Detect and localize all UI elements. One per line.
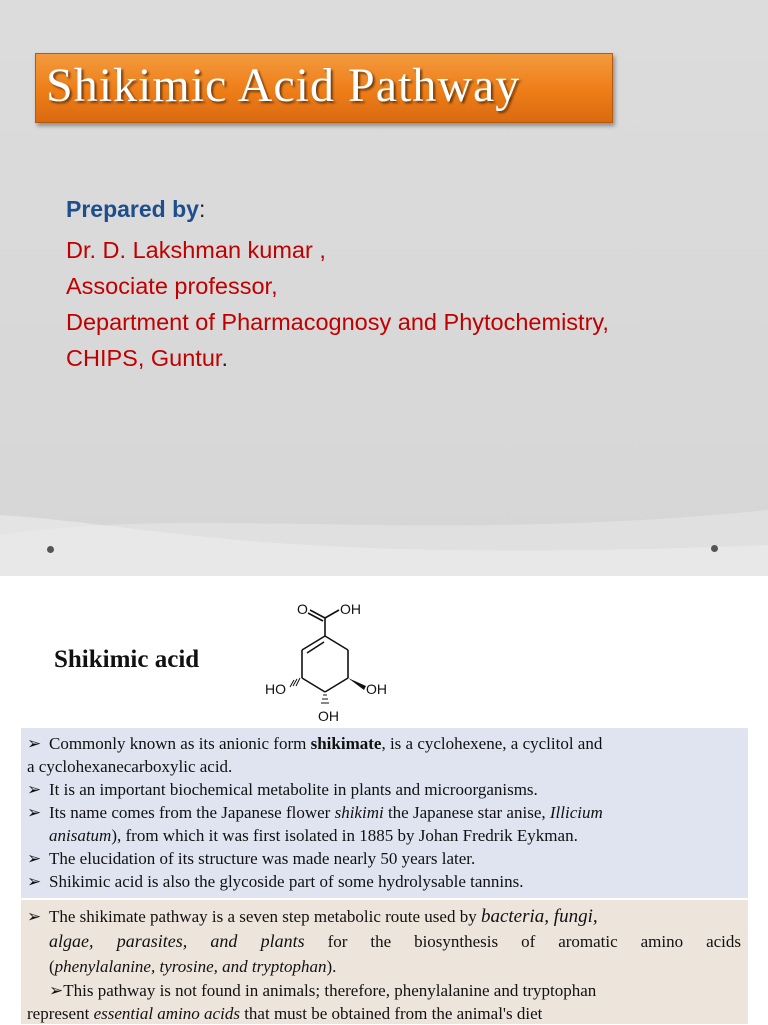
prepared-by-label: [66, 196, 205, 223]
bullet-2-text: It is an important biochemical metabolite in plants and microorganisms.: [49, 780, 538, 799]
pathway-organisms-a: bacteria, fungi,: [480, 906, 598, 927]
bullet-3-italic-b: Illicium: [549, 803, 603, 822]
bullet-1-line2: a cyclohexanecarboxylic acid.: [27, 757, 233, 776]
author-name: Dr. D. Lakshman kumar ,: [66, 237, 326, 263]
bullet-3-text-c: ), from which it was first isolated in 1885 by Johan Fredrik Eykman.: [111, 826, 578, 845]
bullet-3-italic-c: anisatum: [49, 826, 112, 845]
bullet-icon: ➢: [27, 803, 42, 822]
pathway-text-c: This pathway is not found in animals; therefore, phenylalanine and tryptophan: [63, 981, 597, 1000]
content-slide: [0, 576, 768, 1024]
left-ho-label: HO: [265, 681, 286, 697]
paren-open: (: [49, 957, 55, 976]
bullet-3-text-a: Its name comes from the Japanese flower: [49, 803, 335, 822]
bullet-3-text-b: the Japanese star anise,: [383, 803, 550, 822]
bullet-icon: ➢: [27, 872, 42, 891]
right-oh-label: OH: [366, 681, 387, 697]
decorative-wave: [0, 505, 768, 576]
amino-acids-list: phenylalanine, tyrosine, and tryptophan: [54, 957, 327, 976]
institution-name: CHIPS, Guntur: [66, 345, 222, 371]
bullet-3-italic-a: shikimi: [334, 803, 384, 822]
author-department: Department of Pharmacognosy and Phytochemistry,: [66, 309, 609, 335]
pathway-box: [21, 900, 748, 1024]
bullet-icon: ➢: [27, 907, 42, 926]
institution-period: .: [221, 345, 228, 371]
bullet-5-text: Shikimic acid is also the glycoside part of some hydrolysable tannins.: [49, 872, 524, 891]
shikimic-acid-heading: Shikimic acid: [54, 646, 200, 673]
bullet-3: [27, 801, 603, 824]
bullet-icon: ➢: [27, 734, 42, 753]
author-institution: [66, 345, 228, 372]
bullet-3-line2: [49, 824, 578, 847]
bullet-icon: ➢: [49, 981, 64, 1000]
facts-box: [21, 728, 748, 898]
left-dot: [47, 546, 54, 553]
carboxyl-o-label: O: [297, 601, 308, 617]
bottom-oh-label: OH: [318, 708, 339, 724]
bullet-2: [27, 778, 538, 801]
pathway-line-2: [49, 930, 741, 953]
slide-title: Shikimic Acid Pathway: [46, 59, 521, 112]
title-banner: [35, 53, 613, 123]
bullet-icon: ➢: [27, 849, 42, 868]
pathway-bullet-2: [49, 979, 596, 1002]
pathway-bullet-1: [27, 905, 598, 928]
paren-close: ).: [326, 957, 337, 976]
bullet-4: [27, 847, 475, 870]
pathway-text-d: represent: [27, 1004, 94, 1023]
pathway-text-b: for the biosynthesis of aromatic amino acids: [304, 932, 741, 951]
pathway-line-3: [49, 955, 336, 978]
essential-amino-acids: essential amino acids: [93, 1004, 240, 1023]
pathway-line-5: [27, 1002, 542, 1025]
right-dot: [711, 545, 718, 552]
bullet-1-text-b: , is a cyclohexene, a cyclitol and: [381, 734, 603, 753]
pathway-text-e: that must be obtained from the animal's diet: [239, 1004, 543, 1023]
bullet-1: [27, 732, 602, 755]
pathway-organisms-b: algae, parasites, and plants: [49, 931, 305, 951]
shikimic-acid-structure: [250, 590, 410, 730]
bullet-icon: ➢: [27, 780, 42, 799]
bullet-1-text-a: Commonly known as its anionic form: [49, 734, 311, 753]
pathway-text-a: The shikimate pathway is a seven step metabolic route used by: [49, 907, 481, 926]
prepared-by-colon: :: [198, 196, 206, 222]
bullet-5: [27, 870, 524, 893]
carboxyl-oh-label: OH: [340, 601, 361, 617]
bullet-4-text: The elucidation of its structure was made nearly 50 years later.: [49, 849, 476, 868]
prepared-by-text: Prepared by: [66, 196, 199, 222]
bullet-1-bold: shikimate: [310, 734, 382, 753]
author-position: Associate professor,: [66, 273, 278, 299]
